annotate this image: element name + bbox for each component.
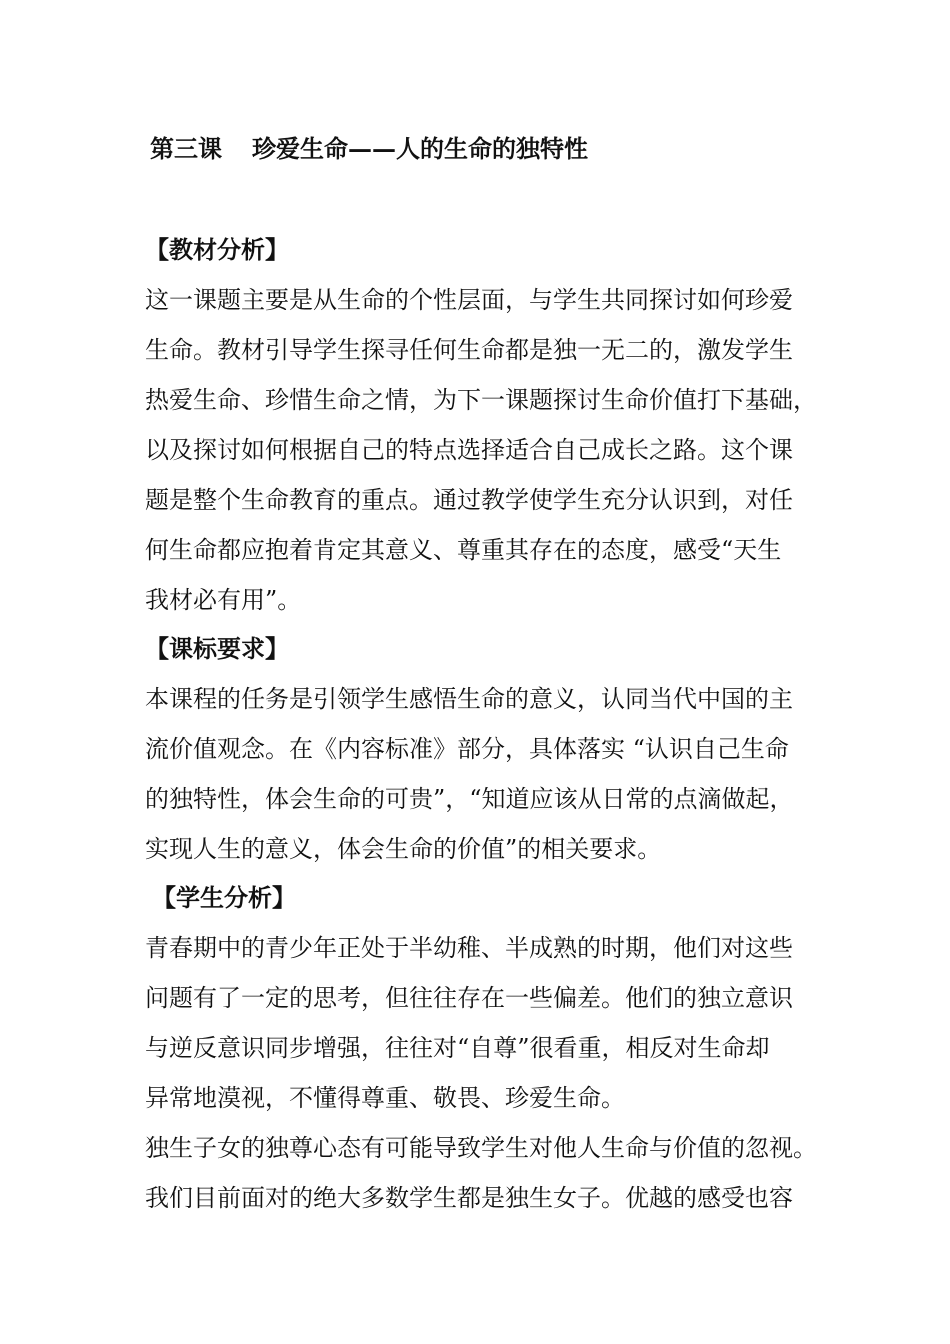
paragraph-line: 青春期中的青少年正处于半幼稚、半成熟的时期，他们对这些 (145, 934, 793, 962)
paragraph-line: 我材必有用”。 (145, 586, 302, 614)
paragraph-line: 问题有了一定的思考，但往往存在一些偏差。他们的独立意识 (145, 984, 793, 1012)
paragraph-line: 热爱生命、珍惜生命之情，为下一课题探讨生命价值打下基础， (145, 386, 817, 414)
section-heading-curriculum-requirements: 【课标要求】 (145, 634, 289, 663)
paragraph-line: 独生子女的独尊心态有可能导致学生对他人生命与价值的忽视。 (145, 1134, 817, 1162)
lesson-topic: 珍爱生命——人的生命的独特性 (252, 134, 588, 163)
lesson-number: 第三课 (150, 134, 222, 163)
lesson-title (150, 131, 588, 167)
paragraph-line: 以及探讨如何根据自己的特点选择适合自己成长之路。这个课 (145, 436, 793, 464)
paragraph-line: 异常地漠视，不懂得尊重、敬畏、珍爱生命。 (145, 1084, 625, 1112)
section-heading-textbook-analysis: 【教材分析】 (145, 235, 289, 264)
paragraph-line: 与逆反意识同步增强，往往对“自尊”很看重，相反对生命却 (145, 1034, 770, 1062)
paragraph-line: 何生命都应抱着肯定其意义、尊重其存在的态度，感受“天生 (145, 536, 782, 564)
section-heading-student-analysis: 【学生分析】 (152, 883, 296, 912)
paragraph-line: 生命。教材引导学生探寻任何生命都是独一无二的，激发学生 (145, 336, 793, 364)
paragraph-line: 题是整个生命教育的重点。通过教学使学生充分认识到，对任 (145, 486, 793, 514)
paragraph-line: 本课程的任务是引领学生感悟生命的意义，认同当代中国的主 (145, 685, 793, 713)
paragraph-line: 的独特性，体会生命的可贵”，“知道应该从日常的点滴做起， (145, 785, 794, 813)
paragraph-line: 实现人生的意义，体会生命的价值”的相关要求。 (145, 835, 662, 863)
paragraph-line: 流价值观念。在《内容标准》部分，具体落实 “认识自己生命 (145, 735, 789, 763)
paragraph-line: 我们目前面对的绝大多数学生都是独生女子。优越的感受也容 (145, 1184, 793, 1212)
paragraph-line: 这一课题主要是从生命的个性层面，与学生共同探讨如何珍爱 (145, 286, 793, 314)
